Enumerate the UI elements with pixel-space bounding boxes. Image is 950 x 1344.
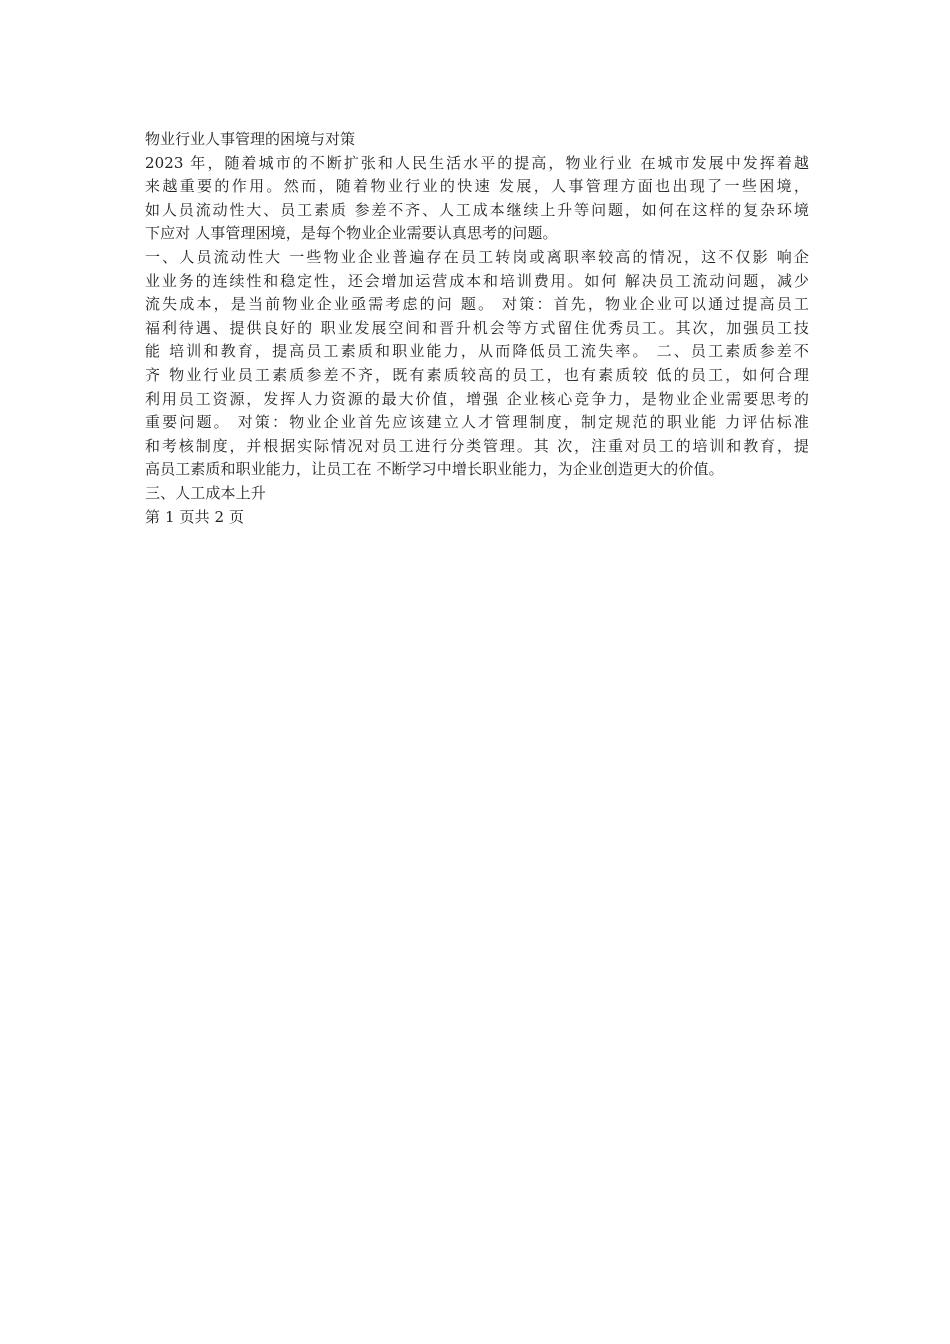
document-page xyxy=(145,128,809,529)
body-line: 福利待遇、提供良好的 职业发展空间和晋升机会等方式留住优秀员工。其次，加强员工技 xyxy=(145,318,809,337)
body-line: 齐 物业行业员工素质参差不齐，既有素质较高的员工，也有素质较 低的员工，如何合理 xyxy=(145,365,809,384)
document-title: 物业行业人事管理的困境与对策 xyxy=(145,130,356,148)
body-line: 高员工素质和职业能力，让员工在 不断学习中增长职业能力，为企业创造更大的价值。 xyxy=(145,460,724,479)
body-line: 流失成本，是当前物业企业亟需考虑的问 题。 对策：首先，物业企业可以通过提高员工 xyxy=(145,295,809,314)
body-line: 2023 年，随着城市的不断扩张和人民生活水平的提高，物业行业 在城市发展中发挥着越 xyxy=(145,153,809,172)
body-line: 能 培训和教育，提高员工素质和职业能力，从而降低员工流失率。 二、员工素质参差不 xyxy=(145,342,809,361)
body-line: 业业务的连续性和稳定性，还会增加运营成本和培训费用。如何 解决员工流动问题，减少 xyxy=(145,271,809,290)
body-line: 一、人员流动性大 一些物业企业普遍存在员工转岗或离职率较高的情况，这不仅影 响企 xyxy=(145,247,809,266)
body-line: 利用员工资源，发挥人力资源的最大价值，增强 企业核心竞争力，是物业企业需要思考的 xyxy=(145,389,809,408)
body-line: 和考核制度，并根据实际情况对员工进行分类管理。其 次，注重对员工的培训和教育，提 xyxy=(145,436,809,455)
body-line: 如人员流动性大、员工素质 参差不齐、人工成本继续上升等问题，如何在这样的复杂环境 xyxy=(145,200,809,219)
page-footer: 第 1 页共 2 页 xyxy=(145,507,245,526)
section-heading: 三、人工成本上升 xyxy=(145,483,266,502)
body-line: 重要问题。 对策：物业企业首先应该建立人才管理制度，制定规范的职业能 力评估标准 xyxy=(145,413,809,432)
body-line: 下应对 人事管理困境，是每个物业企业需要认真思考的问题。 xyxy=(145,224,558,243)
body-line: 来越重要的作用。然而，随着物业行业的快速 发展，人事管理方面也出现了一些困境， xyxy=(145,177,809,196)
